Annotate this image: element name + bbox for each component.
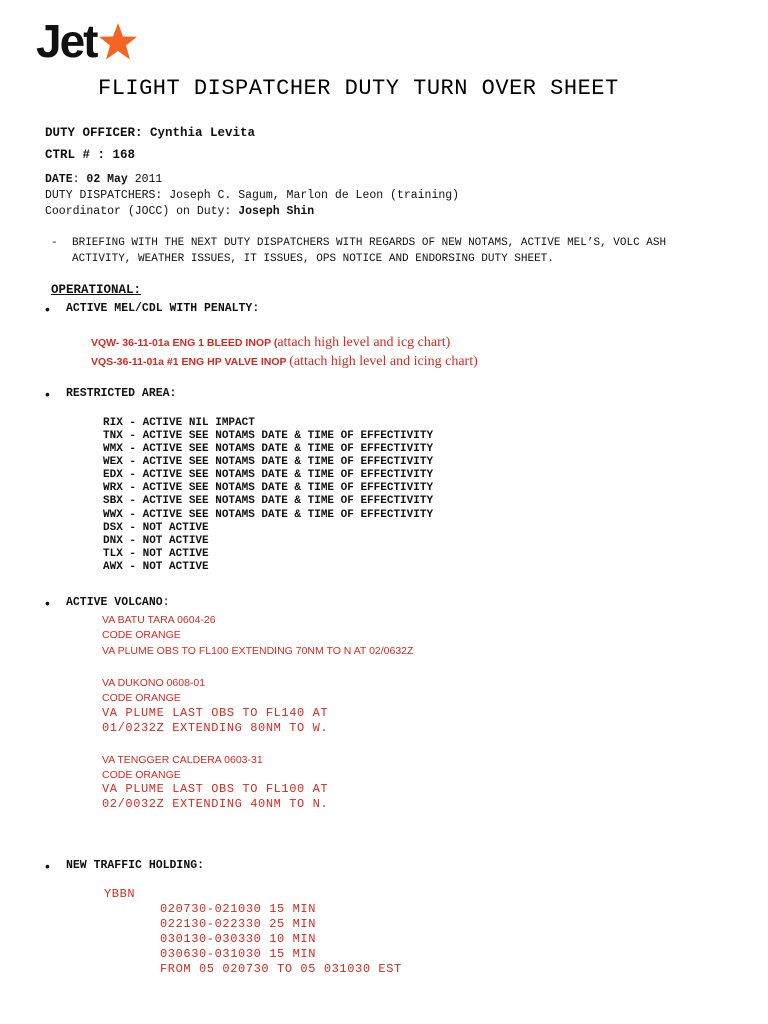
mel-item-2-code: VQS-36-11-01a #1 ENG HP VALVE INOP <box>91 356 290 368</box>
traffic-line: 020730-021030 15 MIN <box>160 902 317 916</box>
mel-item-2 <box>91 352 478 370</box>
restricted-line: WWX - ACTIVE SEE NOTAMS DATE & TIME OF EFFECTIVITY <box>103 509 434 521</box>
ctrl-label: CTRL # <box>45 148 91 162</box>
coordinator-label: Coordinator (JOCC) on Duty: <box>45 205 239 218</box>
traffic-line: 030130-030330 10 MIN <box>160 932 317 946</box>
mel-item-2-note: (attach high level and icing chart) <box>289 354 478 369</box>
volcano-3-name: VA TENGGER CALDERA 0603-31 <box>102 754 263 766</box>
restricted-line: AWX - NOT ACTIVE <box>103 561 209 573</box>
volcano-2-plume-2: 01/0232Z EXTENDING 80NM TO W. <box>102 721 329 735</box>
bullet-restricted: • <box>45 386 50 402</box>
restricted-line: DSX - NOT ACTIVE <box>103 522 209 534</box>
volcano-2-name: VA DUKONO 0608-01 <box>102 677 206 689</box>
operational-heading: OPERATIONAL: <box>51 283 142 297</box>
duty-officer-value: : Cynthia Levita <box>135 126 256 140</box>
bullet-mel: • <box>45 301 50 317</box>
volcano-heading: ACTIVE VOLCANO <box>66 596 163 609</box>
restricted-line: WEX - ACTIVE SEE NOTAMS DATE & TIME OF EFFECTIVITY <box>103 456 434 468</box>
date-line <box>45 173 162 186</box>
volcano-3-plume-2: 02/0032Z EXTENDING 40NM TO N. <box>102 797 329 811</box>
traffic-line: 030630-031030 15 MIN <box>160 947 317 961</box>
volcano-heading-line <box>66 596 170 609</box>
page-title: FLIGHT DISPATCHER DUTY TURN OVER SHEET <box>98 76 619 101</box>
star-icon <box>98 22 138 62</box>
volcano-1-plume: VA PLUME OBS TO FL100 EXTENDING 70NM TO N AT 02/0632Z <box>102 645 414 657</box>
briefing-line-1: BRIEFING WITH THE NEXT DUTY DISPATCHERS WITH REGARDS OF NEW NOTAMS, ACTIVE MEL’S, VOLC ASH <box>72 237 667 249</box>
traffic-airport: YBBN <box>104 887 136 901</box>
mel-item-1-note: attach high level and icg chart) <box>277 335 451 350</box>
bullet-volcano: • <box>45 595 50 611</box>
restricted-line: SBX - ACTIVE SEE NOTAMS DATE & TIME OF EFFECTIVITY <box>103 495 434 507</box>
restricted-line: DNX - NOT ACTIVE <box>103 535 209 547</box>
restricted-line: EDX - ACTIVE SEE NOTAMS DATE & TIME OF EFFECTIVITY <box>103 469 434 481</box>
duty-officer-line <box>45 126 255 140</box>
volcano-1-name: VA BATU TARA 0604-26 <box>102 614 216 626</box>
mel-item-1 <box>91 333 450 351</box>
restricted-heading: RESTRICTED AREA: <box>66 387 177 400</box>
volcano-1-code: CODE ORANGE <box>102 629 181 641</box>
coordinator-value: Joseph Shin <box>238 205 315 218</box>
restricted-line: RIX - ACTIVE NIL IMPACT <box>103 417 255 429</box>
ctrl-value: : 168 <box>90 148 136 162</box>
date-label: DATE <box>45 173 73 186</box>
coordinator-line <box>45 205 314 218</box>
date-colon: : <box>72 173 80 186</box>
volcano-2-plume-1: VA PLUME LAST OBS TO FL140 AT <box>102 706 329 720</box>
traffic-line: FROM 05 020730 TO 05 031030 EST <box>160 962 402 976</box>
traffic-heading: NEW TRAFFIC HOLDING: <box>66 859 205 872</box>
restricted-line: TLX - NOT ACTIVE <box>103 548 209 560</box>
logo-wordmark: Jet <box>36 15 97 67</box>
bullet-traffic: • <box>45 858 50 874</box>
briefing-line-2: ACTIVITY, WEATHER ISSUES, IT ISSUES, OPS NOTICE AND ENDORSING DUTY SHEET. <box>72 253 554 265</box>
duty-officer-label: DUTY OFFICER <box>45 126 136 140</box>
mel-heading: ACTIVE MEL/CDL WITH PENALTY: <box>66 302 260 315</box>
traffic-line: 022130-022330 25 MIN <box>160 917 317 931</box>
mel-item-1-code: VQW- 36-11-01a ENG 1 BLEED INOP ( <box>91 337 278 349</box>
restricted-line: WRX - ACTIVE SEE NOTAMS DATE & TIME OF EFFECTIVITY <box>103 482 434 494</box>
date-day: 02 May <box>79 173 128 186</box>
briefing-dash: - <box>51 237 58 249</box>
jetstar-logo <box>36 15 138 67</box>
date-year: 2011 <box>127 173 163 186</box>
volcano-3-code: CODE ORANGE <box>102 769 181 781</box>
volcano-3-plume-1: VA PLUME LAST OBS TO FL100 AT <box>102 782 329 796</box>
duty-dispatchers: DUTY DISPATCHERS: Joseph C. Sagum, Marlon de Leon (training) <box>45 189 460 202</box>
volcano-2-code: CODE ORANGE <box>102 692 181 704</box>
restricted-line: TNX - ACTIVE SEE NOTAMS DATE & TIME OF EFFECTIVITY <box>103 430 434 442</box>
restricted-line: WMX - ACTIVE SEE NOTAMS DATE & TIME OF EFFECTIVITY <box>103 443 434 455</box>
ctrl-line <box>45 148 135 162</box>
volcano-heading-colon: : <box>162 596 170 609</box>
